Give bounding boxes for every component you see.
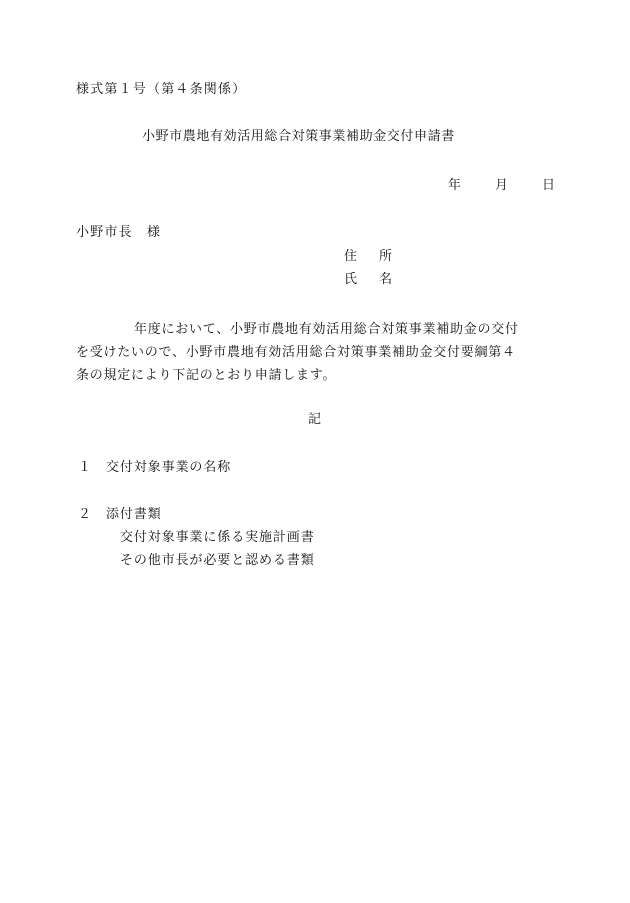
date-line — [448, 179, 556, 192]
application-body-text — [76, 318, 566, 387]
body-line-3: 条の規定により下記のとおり申請します。 — [76, 368, 337, 383]
name-label-char-1: 氏 — [344, 272, 358, 287]
list-item — [78, 508, 162, 521]
form-number: 様式第１号（第４条関係） — [76, 82, 247, 97]
attachment-item: 交付対象事業に係る実施計画書 — [120, 530, 315, 545]
address-label-char-2: 所 — [379, 249, 393, 264]
body-line-2: を受けたいので、小野市農地有効活用総合対策事業補助金交付要綱第４ — [76, 345, 516, 360]
item-number: ２ — [78, 507, 92, 522]
year-label: 年 — [448, 178, 463, 193]
item-number: １ — [78, 460, 92, 475]
item-label: 交付対象事業の名称 — [106, 460, 232, 475]
address-label-char-1: 住 — [344, 249, 358, 264]
applicant-address-label — [344, 250, 392, 263]
name-label-char-2: 名 — [379, 272, 393, 287]
month-label: 月 — [495, 178, 510, 193]
addressee: 小野市長 様 — [76, 225, 162, 240]
attachment-item: その他市長が必要と認める書類 — [120, 553, 315, 568]
applicant-name-label — [344, 273, 392, 286]
day-label: 日 — [542, 178, 557, 193]
list-item — [78, 461, 231, 474]
ki-heading: 記 — [308, 412, 323, 427]
item-label: 添付書類 — [106, 507, 162, 522]
document-title: 小野市農地有効活用総合対策事業補助金交付申請書 — [142, 129, 455, 144]
body-line-1 — [76, 318, 566, 341]
body-line-1-text: 年度において、小野市農地有効活用総合対策事業補助金の交付 — [134, 322, 519, 337]
